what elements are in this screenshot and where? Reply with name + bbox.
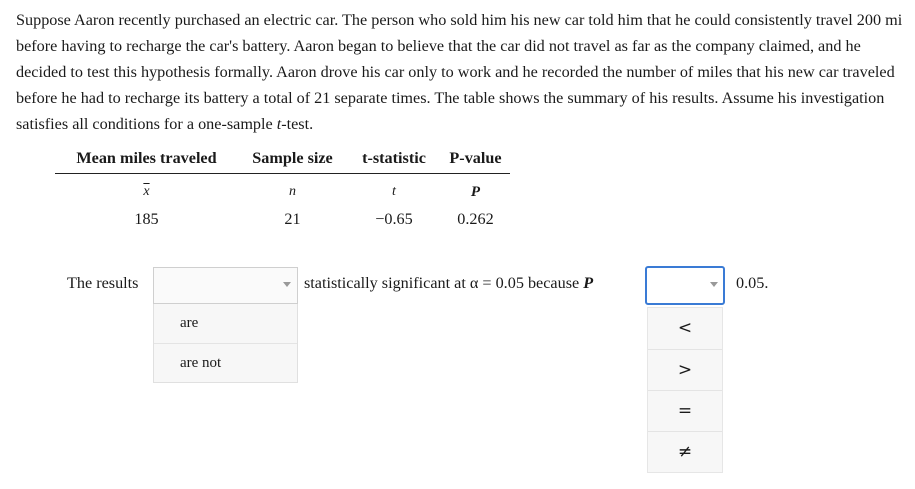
option-greater-than[interactable]: >: [648, 349, 722, 390]
statement-text: statistically significant at α = 0.05 because: [304, 274, 580, 292]
significance-options: [153, 304, 298, 383]
alpha-value: 0.05.: [736, 274, 769, 292]
option-are-not[interactable]: are not: [154, 343, 297, 382]
chevron-down-icon: [710, 282, 718, 287]
question-text: Suppose Aaron recently purchased an electric car. The person who sold him his new car told him that he could consistently travel 200 mi before having to recharge the car's battery. Aaron began to believe that the car did not travel as far as the company claimed, and he decided to test this hypothesis formally. Aaron drove his car only to work and he recorded the number of miles that his new car traveled before he had to recharge its battery a total of 21 separate times. The table shows the summary of his results. Assume his investigation satisfies all conditions for a one-sample: [16, 11, 903, 133]
p-symbol: P: [583, 274, 594, 292]
symbol-t: t: [392, 184, 396, 199]
header-mean-miles: Mean miles traveled: [55, 149, 238, 174]
symbol-x-bar: x: [143, 184, 150, 199]
significance-statement: [304, 274, 593, 293]
results-label: The results: [67, 274, 139, 292]
symbol-n: n: [289, 184, 296, 199]
table-value-row: [55, 210, 510, 232]
option-not-equal[interactable]: ≠: [648, 431, 722, 472]
option-are[interactable]: are: [180, 315, 199, 331]
value-p-value: 0.262: [457, 210, 494, 228]
value-t-statistic: −0.65: [375, 210, 413, 228]
question-paragraph: [16, 7, 906, 137]
comparison-options: [647, 307, 723, 473]
header-p-value: P-value: [441, 149, 510, 174]
question-text-end: -test.: [281, 115, 314, 133]
option-equals[interactable]: =: [648, 390, 722, 431]
comparison-dropdown[interactable]: [645, 266, 725, 305]
question-t-symbol: t: [276, 115, 282, 133]
header-sample-size: Sample size: [238, 149, 347, 174]
table-header-row: [55, 149, 510, 174]
summary-table: [55, 149, 510, 232]
symbol-p: P: [470, 183, 481, 200]
value-mean: 185: [134, 210, 159, 228]
value-sample-size: 21: [284, 210, 301, 228]
header-t-statistic: t-statistic: [347, 149, 441, 174]
chevron-down-icon: [283, 282, 291, 287]
table-symbol-row: [55, 174, 510, 211]
significance-dropdown[interactable]: [153, 267, 298, 304]
option-less-than[interactable]: <: [677, 318, 693, 338]
